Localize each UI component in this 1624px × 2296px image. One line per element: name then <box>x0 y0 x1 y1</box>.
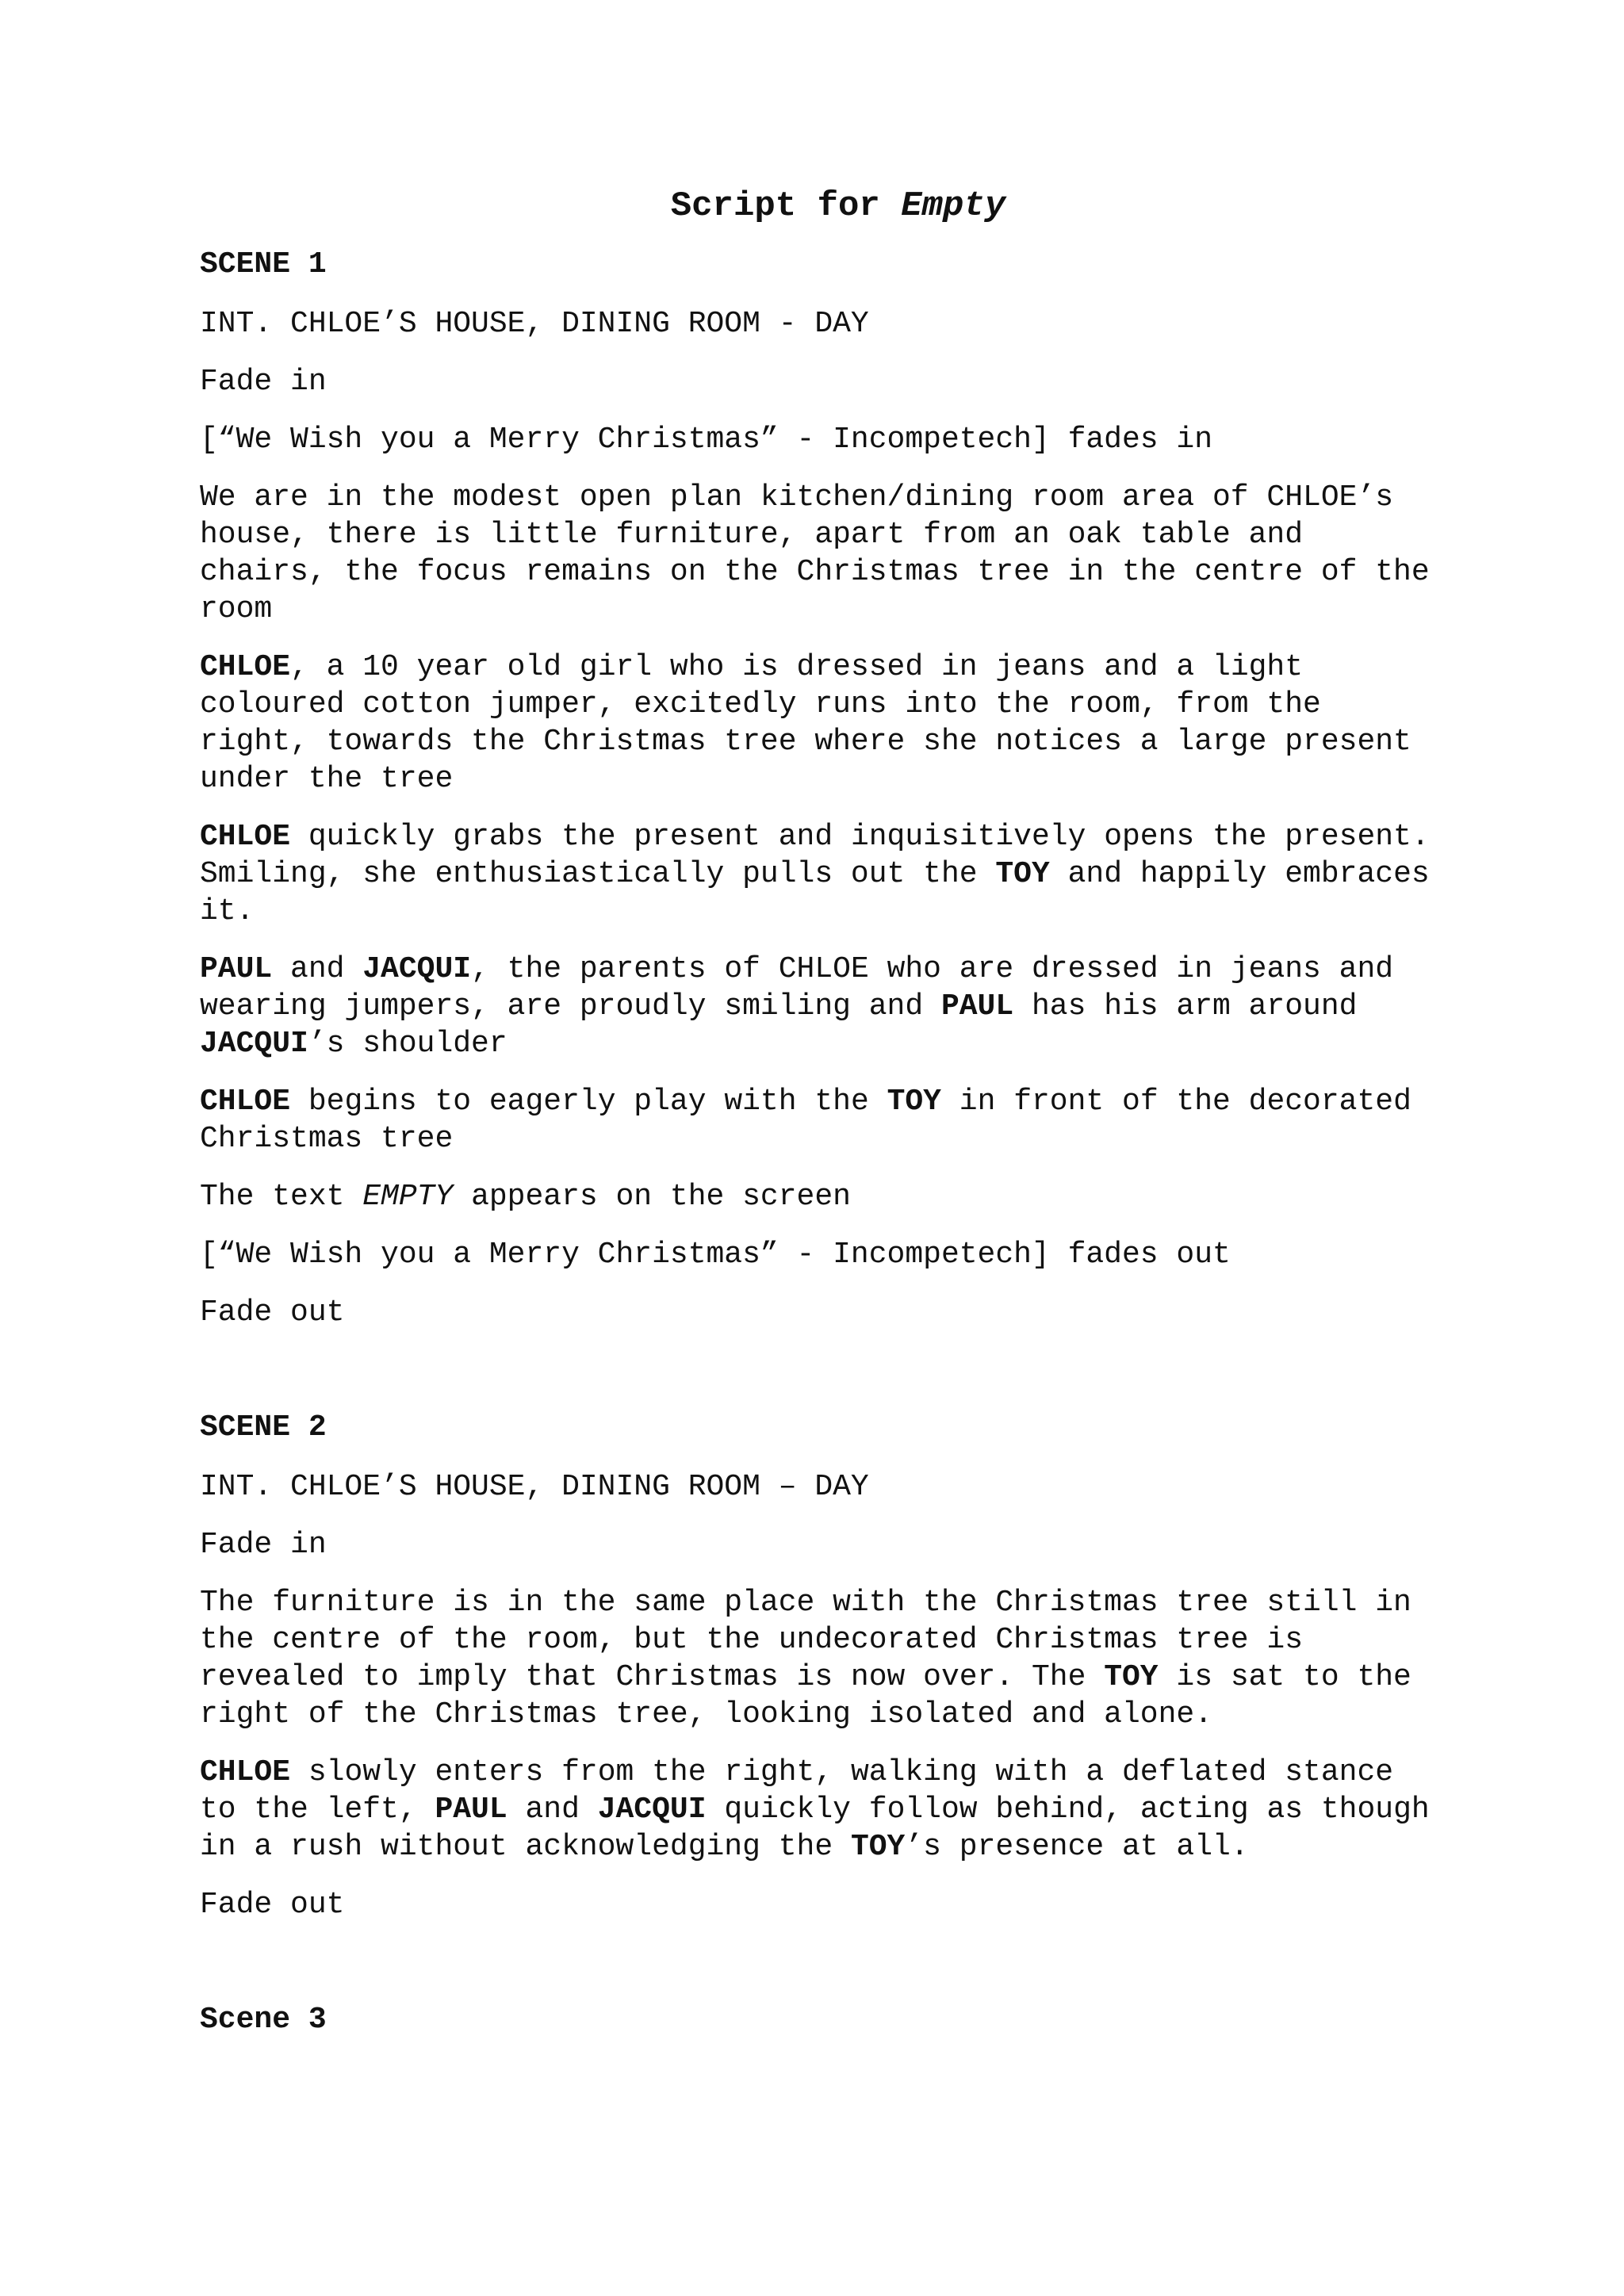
prop-name: TOY <box>995 857 1050 891</box>
action-text: The text <box>200 1180 363 1214</box>
script-body <box>200 184 1445 2061</box>
action-text: The furniture is in the same place with the Christmas tree still in the centre of the room, but the undecorated Christmas tree is revealed to imply that Christmas is now over. The <box>200 1586 1411 1694</box>
title-italic-text: Empty <box>901 186 1006 226</box>
action-text: quickly grabs the present and inquisitively opens the present. Smiling, she enthusiastically pulls out the <box>200 820 1430 891</box>
character-name: PAUL <box>435 1793 508 1827</box>
scene-2-heading: SCENE 2 <box>200 1410 327 1445</box>
action-text: slowly enters from the right, walking with a deflated stance to the left, <box>200 1755 1394 1827</box>
scene-2-fade-out: Fade out <box>200 1888 345 1922</box>
action-text: and <box>272 952 363 986</box>
action-text: appears on the screen <box>453 1180 851 1214</box>
scene-3-heading: Scene 3 <box>200 2003 327 2037</box>
scene-1-paragraph-4 <box>200 951 1445 1062</box>
character-name: CHLOE <box>200 1755 291 1789</box>
prop-name: TOY <box>850 1830 906 1864</box>
scene-2-fade-in: Fade in <box>200 1528 327 1562</box>
action-text: quickly follow behind, acting as though in a rush without acknowledging the <box>200 1793 1430 1864</box>
scene-1-paragraph-3 <box>200 818 1445 930</box>
scene-1-paragraph-2 <box>200 649 1445 798</box>
scene-1-music-in: [“We Wish you a Merry Christmas” - Incompetech] fades in <box>200 423 1213 457</box>
title-card-text: EMPTY <box>362 1180 454 1214</box>
action-text: in front of the decorated Christmas tree <box>200 1085 1411 1156</box>
scene-1-heading: SCENE 1 <box>200 247 327 281</box>
character-name: JACQUI <box>200 1027 308 1061</box>
scene-2-paragraph-1 <box>200 1584 1445 1733</box>
character-name: CHLOE <box>200 1085 291 1119</box>
scene-1-slugline: INT. CHLOE’S HOUSE, DINING ROOM - DAY <box>200 307 869 341</box>
scene-2-paragraph-2 <box>200 1754 1445 1866</box>
character-name: PAUL <box>200 952 273 986</box>
action-text: and happily embraces it. <box>200 857 1430 928</box>
character-name: JACQUI <box>597 1793 707 1827</box>
scene-1-paragraph-5 <box>200 1083 1445 1158</box>
prop-name: TOY <box>1104 1660 1159 1694</box>
character-name: PAUL <box>940 989 1014 1024</box>
character-name: CHLOE <box>200 650 291 684</box>
action-text: , a 10 year old girl who is dressed in jeans and a light coloured cotton jumper, excitedly runs into the room, from the right, towards the Christmas tree where she notices a large present under the tree <box>200 650 1411 796</box>
scene-1-paragraph-1: We are in the modest open plan kitchen/dining room area of CHLOE’s house, there is little furniture, apart from an oak table and chairs, the focus remains on the Christmas tree in the centre of the room <box>200 480 1430 626</box>
character-name: JACQUI <box>362 952 472 986</box>
action-text: and <box>507 1793 598 1827</box>
action-text: ’s presence at all. <box>905 1830 1249 1864</box>
title-text: Script for <box>670 186 902 226</box>
scene-2-slugline: INT. CHLOE’S HOUSE, DINING ROOM – DAY <box>200 1470 869 1504</box>
action-text: ’s shoulder <box>308 1027 508 1061</box>
scene-1-title-card <box>200 1178 1445 1215</box>
action-text: begins to eagerly play with the <box>290 1085 887 1119</box>
page-title <box>200 184 1445 228</box>
action-text: is sat to the right of the Christmas tree, looking isolated and alone. <box>200 1660 1411 1732</box>
scene-1-music-out: [“We Wish you a Merry Christmas” - Incompetech] fades out <box>200 1238 1231 1272</box>
scene-spacer <box>200 1944 1445 2001</box>
prop-name: TOY <box>887 1085 941 1119</box>
action-text: , the parents of CHLOE who are dressed in jeans and wearing jumpers, are proudly smiling and <box>200 952 1394 1024</box>
scene-spacer <box>200 1352 1445 1409</box>
scene-1-fade-out: Fade out <box>200 1295 345 1330</box>
scene-1-fade-in: Fade in <box>200 365 327 399</box>
character-name: CHLOE <box>200 820 291 854</box>
action-text: has his arm around <box>1013 989 1358 1024</box>
